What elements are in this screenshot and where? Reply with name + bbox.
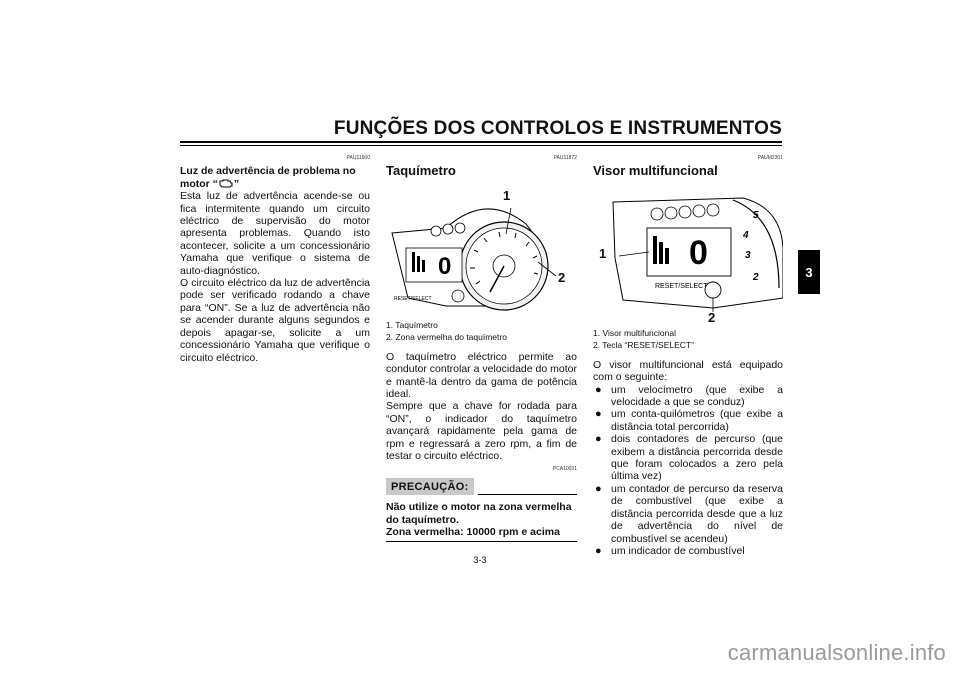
svg-text:4: 4 [743,229,749,241]
heading-line1: Luz de advertência de problema no [180,165,356,178]
multifunction-display-illustration [593,188,783,313]
section-title: Visor multifuncional [593,163,718,179]
list-item: ● um velocímetro (que exibe a velocidade a que se conduz) [593,384,783,409]
display-digit: 0 [438,252,452,280]
caution-line-1: Não utilize o motor na zona vermelha do taquímetro. [386,501,572,526]
svg-text:3: 3 [745,249,751,261]
svg-text:2: 2 [753,271,759,283]
reset-select-button [452,290,464,302]
button-label: RESET/SELECT [394,295,432,302]
watermark: carmanualsonline.info [727,640,946,665]
section-code: PAUM2301 [757,155,783,161]
engine-warning-icon [218,179,234,188]
list-item: ● um indicador de combustível [593,545,783,557]
column-multifunction-display [593,152,783,557]
svg-text:5: 5 [753,209,759,221]
callout-1: 1 [503,187,511,203]
button-label: RESET/SELECT [655,282,708,290]
paragraph: Sempre que a chave for rodada para “ON”, o indicador do taquímetro avançará rapidamente pela gama de rpm e regressará a zero rpm, a fim de testar o circuito eléctrico. [386,400,577,463]
heading-line2-suffix: ” [233,177,240,190]
feature-list [593,384,783,558]
caption-2: 2. Tecla “RESET/SELECT” [593,339,694,350]
chapter-tab: 3 [798,250,820,294]
column-engine-warning [180,152,370,364]
section-code: PAU11872 [553,155,577,161]
multifunction-display-figure [593,188,783,325]
paragraph: O taquímetro eléctrico permite ao condutor controlar a velocidade do motor e mantê-la dentro da gama de potência ideal. [386,350,577,401]
intro-paragraph: O visor multifuncional está equipado com o seguinte: [593,358,783,384]
caution-text [386,501,577,541]
caution-rule [478,494,577,495]
caption-1: 1. Visor multifuncional [593,327,676,338]
header-rule [180,141,782,143]
paragraph: O circuito eléctrico da luz de advertência pode ser verificado rodando a chave para “ON”. Se a luz de advertência não se acender durante alguns segundos e depois apagar-se, solicite a um concessionário Yamaha que verifique o circuito eléctrico. [180,277,370,364]
display-digit: 0 [689,233,708,272]
heading-line2-prefix: motor “ [180,177,218,190]
list-item: ● dois contadores de percurso (que exibem a distância percorrida desde que foram colocados a zero pela última vez) [593,433,783,483]
caption-1: 1. Taquímetro [386,319,438,330]
callout-2: 2 [708,309,716,325]
list-item: ● um contador de percurso da reserva de combustível (que exibe a distância percorrida desde que a luz de advertência do nível de combustível se acendeu) [593,483,783,545]
paragraph: Esta luz de advertência acende-se ou fica intermitente quando um circuito eléctrico de supervisão do motor apresenta problemas. Quando isto acontecer, solicite a um concessionário Yamaha que verifique o sistema de auto-diagnóstico. [180,190,370,277]
caution-line-2: Zona vermelha: 10000 rpm e acima [386,526,560,539]
tachometer-figure [386,188,576,313]
section-title: Taquímetro [386,163,456,179]
caution-header [386,478,577,495]
caution-code: PCA10031 [552,466,577,473]
section-code: PAU11500 [346,155,370,161]
page-title: FUNÇÕES DOS CONTROLOS E INSTRUMENTOS [333,118,782,139]
callout-2: 2 [558,269,566,285]
instrument-panel-illustration [386,188,576,313]
page-number: 3-3 [473,555,487,565]
list-item: ● um conta-quilómetros (que exibe a distância total percorrida) [593,408,783,433]
section-heading [180,165,370,190]
callout-1: 1 [599,245,607,261]
column-tachometer [386,152,577,542]
caption-2: 2. Zona vermelha do taquímetro [386,331,507,342]
caution-label: PRECAUÇÃO: [386,478,474,495]
header-rule-thin [180,145,782,146]
